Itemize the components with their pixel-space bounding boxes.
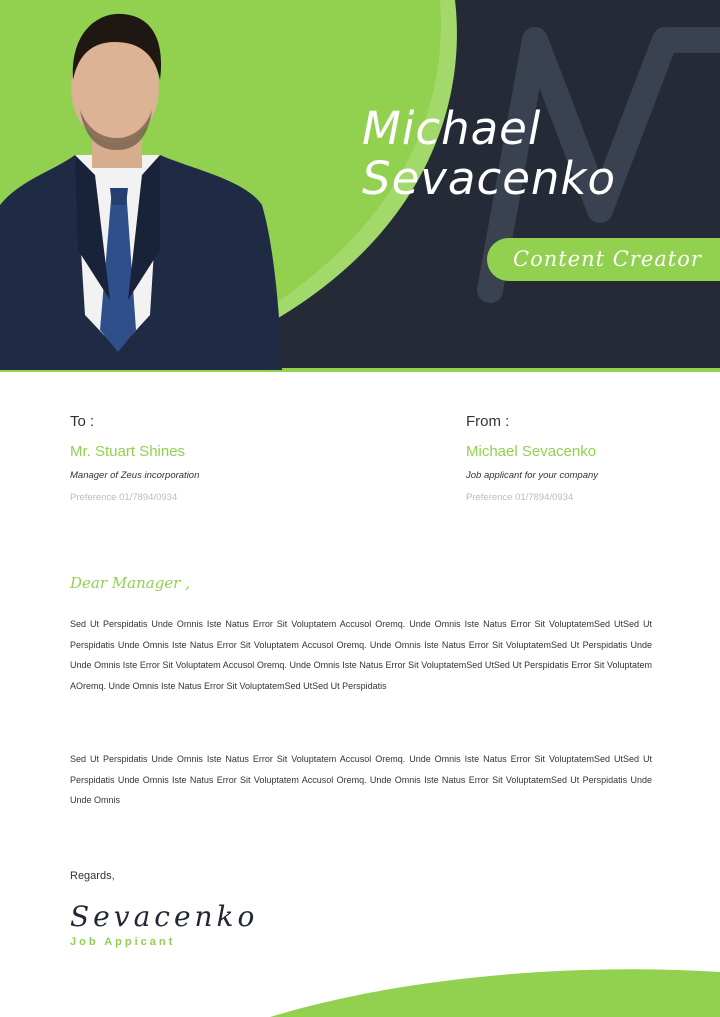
- recipient-name: Mr. Stuart Shines: [70, 443, 186, 460]
- recipient-reference: Preference 01/7894/0934: [70, 492, 178, 503]
- letter-paragraph-1: Sed Ut Perspidatis Unde Omnis Iste Natus Error Sit Voluptatem Accusol Oremq. Unde Omnis Iste Natus Error Sit VoluptatemSed UtSed Ut Perspidatis Unde Omnis Iste Natus Error Sit Voluptatem Accusol Oremq. Unde Omnis Iste Natus Error Sit VoluptatemSed Ut Perspidatis Unde Unde Omnis Iste Error Sit Voluptatem Accusol Oremq. Unde Omnis Iste Natus Error Sit VoluptatemSed UtSed Ut Perspidatis Error Sit Voluptatem AOremq. Unde Omnis Iste Natus Error Sit VoluptatemSed UtSed Ut Perspidatis: [70, 619, 652, 691]
- letter-greeting: Dear Manager ,: [70, 574, 190, 592]
- signature: Sevacenko: [70, 900, 259, 933]
- sender-name: Michael Sevacenko: [466, 443, 597, 460]
- role-title: Content Creator: [513, 247, 702, 271]
- footer-wave: [0, 960, 720, 1017]
- signature-role: Job Appicant: [70, 936, 176, 948]
- header-banner: [0, 0, 720, 372]
- applicant-first-name: Michael: [362, 102, 542, 155]
- sender-reference: Preference 01/7894/0934: [466, 492, 574, 503]
- photo-tie-knot: [110, 188, 128, 205]
- sender-label: From :: [466, 413, 510, 430]
- letter-paragraph-2: Sed Ut Perspidatis Unde Omnis Iste Natus Error Sit Voluptatem Accusol Oremq. Unde Omnis Iste Natus Error Sit VoluptatemSed UtSed Ut Perspidatis Unde Omnis Iste Natus Error Sit Voluptatem Accusol Oremq. Unde Omnis Iste Natus Error Sit VoluptatemSed Ut Perspidatis Unde Unde Omnis: [70, 754, 652, 805]
- recipient-position: Manager of Zeus incorporation: [70, 470, 200, 481]
- applicant-last-name: Sevacenko: [362, 152, 616, 205]
- footer-wave-shape: [270, 969, 720, 1017]
- recipient-label: To :: [70, 413, 95, 430]
- applicant-name: [362, 104, 616, 204]
- sender-block: [466, 413, 598, 503]
- recipient-block: [70, 413, 199, 503]
- profile-photo: [0, 0, 290, 370]
- letter-closing: Regards,: [70, 870, 115, 882]
- sender-position: Job applicant for your company: [466, 470, 599, 481]
